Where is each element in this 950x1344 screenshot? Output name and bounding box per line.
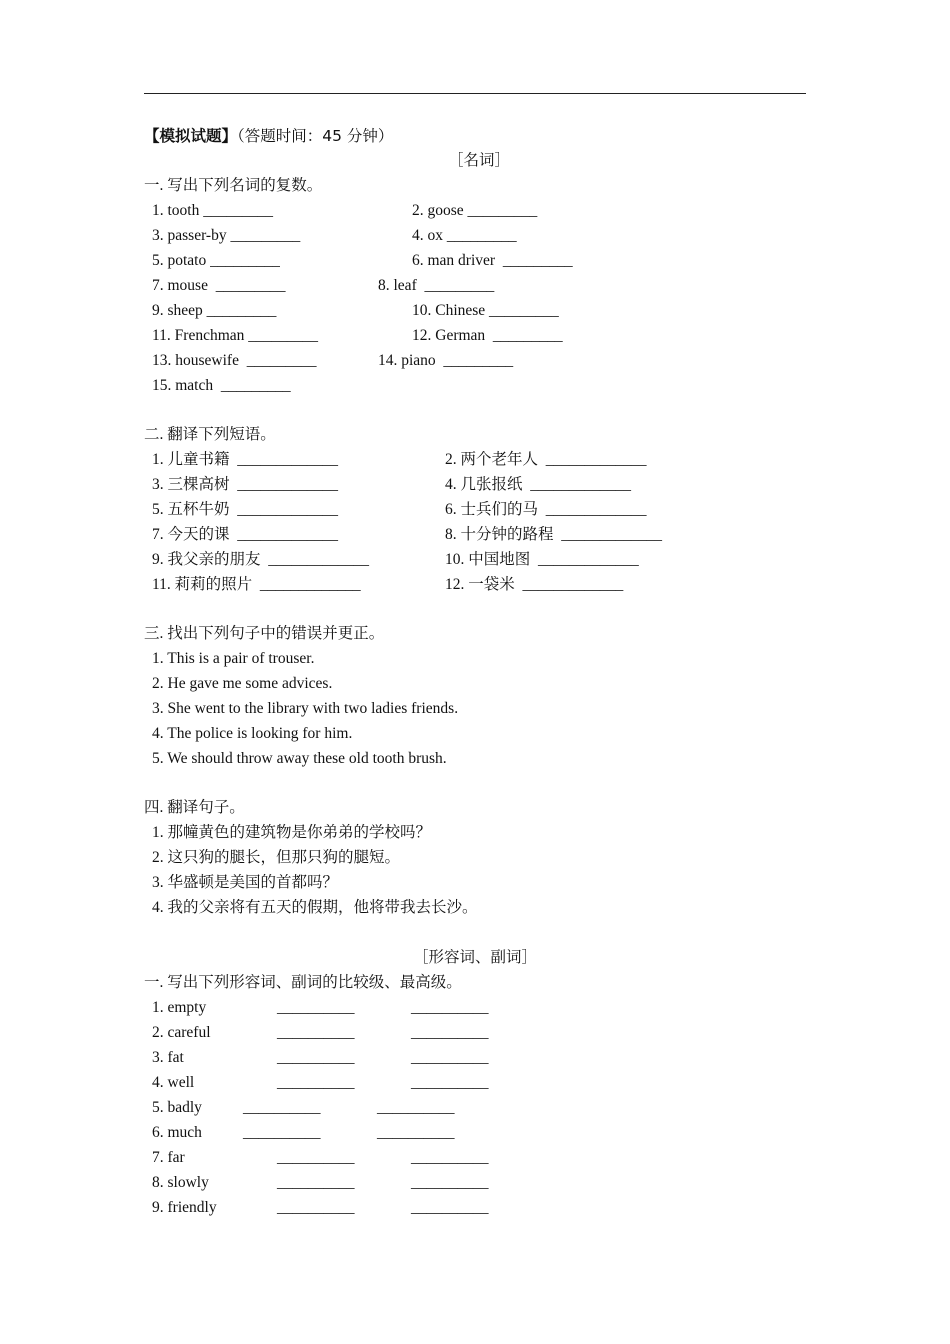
noun-item: 13. housewife _________ — [152, 352, 317, 369]
superlative-blank: __________ — [377, 1099, 455, 1116]
phrase-item: 3. 三棵高树 _____________ — [152, 476, 339, 493]
error-sentence: 2. He gave me some advices. — [152, 675, 333, 692]
comparative-blank: __________ — [277, 1199, 355, 1216]
part2-heading: 二. 翻译下列短语。 — [144, 426, 276, 443]
adj-word: 6. much — [152, 1124, 202, 1141]
comparative-blank: __________ — [277, 999, 355, 1016]
noun-item: 11. Frenchman _________ — [152, 327, 319, 344]
superlative-blank: __________ — [411, 1174, 489, 1191]
superlative-blank: __________ — [411, 999, 489, 1016]
phrase-item: 8. 十分钟的路程 _____________ — [445, 526, 663, 543]
phrase-item: 9. 我父亲的朋友 _____________ — [152, 551, 370, 568]
phrase-item: 2. 两个老年人 _____________ — [445, 451, 647, 468]
adj-word: 2. careful — [152, 1024, 211, 1041]
noun-item: 1. tooth _________ — [152, 202, 273, 219]
comparative-blank: __________ — [277, 1049, 355, 1066]
page-title — [144, 126, 393, 147]
adj-word: 3. fat — [152, 1049, 184, 1066]
translate-sentence: 1. 那幢黄色的建筑物是你弟弟的学校吗？ — [152, 824, 432, 841]
title-time: （答题时间：45 分钟） — [237, 127, 394, 145]
superlative-blank: __________ — [411, 1199, 489, 1216]
noun-item: 8. leaf _________ — [378, 277, 495, 294]
phrase-item: 1. 儿童书籍 _____________ — [152, 451, 339, 468]
title-bold: 【模拟试题】 — [144, 127, 238, 145]
phrase-item: 10. 中国地图 _____________ — [445, 551, 639, 568]
noun-item: 5. potato _________ — [152, 252, 280, 269]
noun-item: 15. match _________ — [152, 377, 291, 394]
phrase-item: 12. 一袋米 _____________ — [445, 576, 624, 593]
adj-word: 9. friendly — [152, 1199, 217, 1216]
header-rule — [144, 93, 806, 94]
phrase-item: 5. 五杯牛奶 _____________ — [152, 501, 339, 518]
error-sentence: 3. She went to the library with two ladies friends. — [152, 700, 459, 717]
error-sentence: 5. We should throw away these old tooth brush. — [152, 750, 447, 767]
superlative-blank: __________ — [411, 1149, 489, 1166]
section-heading-nouns: ［名词］ — [448, 152, 511, 169]
noun-item: 10. Chinese _________ — [412, 302, 559, 319]
error-sentence: 1. This is a pair of trouser. — [152, 650, 315, 667]
noun-item: 7. mouse _________ — [152, 277, 286, 294]
adj-word: 8. slowly — [152, 1174, 209, 1191]
noun-item: 2. goose _________ — [412, 202, 538, 219]
comparative-blank: __________ — [277, 1149, 355, 1166]
comparative-blank: __________ — [277, 1174, 355, 1191]
part1-heading: 一. 写出下列名词的复数。 — [144, 177, 323, 194]
comparative-blank: __________ — [243, 1124, 321, 1141]
part4-heading: 四. 翻译句子。 — [144, 799, 245, 816]
comparative-blank: __________ — [243, 1099, 321, 1116]
adj-word: 7. far — [152, 1149, 185, 1166]
noun-item: 12. German _________ — [412, 327, 563, 344]
noun-item: 4. ox _________ — [412, 227, 517, 244]
adj-word: 4. well — [152, 1074, 195, 1091]
superlative-blank: __________ — [377, 1124, 455, 1141]
noun-item: 3. passer-by _________ — [152, 227, 301, 244]
adj-word: 5. badly — [152, 1099, 202, 1116]
noun-item: 6. man driver _________ — [412, 252, 573, 269]
section-heading-adjectives: ［形容词、副词］ — [413, 949, 538, 966]
translate-sentence: 2. 这只狗的腿长，但那只狗的腿短。 — [152, 849, 401, 866]
part3-heading: 三. 找出下列句子中的错误并更正。 — [144, 625, 385, 642]
phrase-item: 7. 今天的课 _____________ — [152, 526, 339, 543]
phrase-item: 4. 几张报纸 _____________ — [445, 476, 632, 493]
error-sentence: 4. The police is looking for him. — [152, 725, 353, 742]
superlative-blank: __________ — [411, 1074, 489, 1091]
comparative-blank: __________ — [277, 1024, 355, 1041]
superlative-blank: __________ — [411, 1024, 489, 1041]
translate-sentence: 4. 我的父亲将有五天的假期，他将带我去长沙。 — [152, 899, 478, 916]
superlative-blank: __________ — [411, 1049, 489, 1066]
noun-item: 14. piano _________ — [378, 352, 514, 369]
adj-word: 1. empty — [152, 999, 207, 1016]
translate-sentence: 3. 华盛顿是美国的首都吗？ — [152, 874, 339, 891]
adj-part1-heading: 一. 写出下列形容词、副词的比较级、最高级。 — [144, 974, 462, 991]
noun-item: 9. sheep _________ — [152, 302, 277, 319]
comparative-blank: __________ — [277, 1074, 355, 1091]
phrase-item: 11. 莉莉的照片 _____________ — [152, 576, 361, 593]
phrase-item: 6. 士兵们的马 _____________ — [445, 501, 647, 518]
